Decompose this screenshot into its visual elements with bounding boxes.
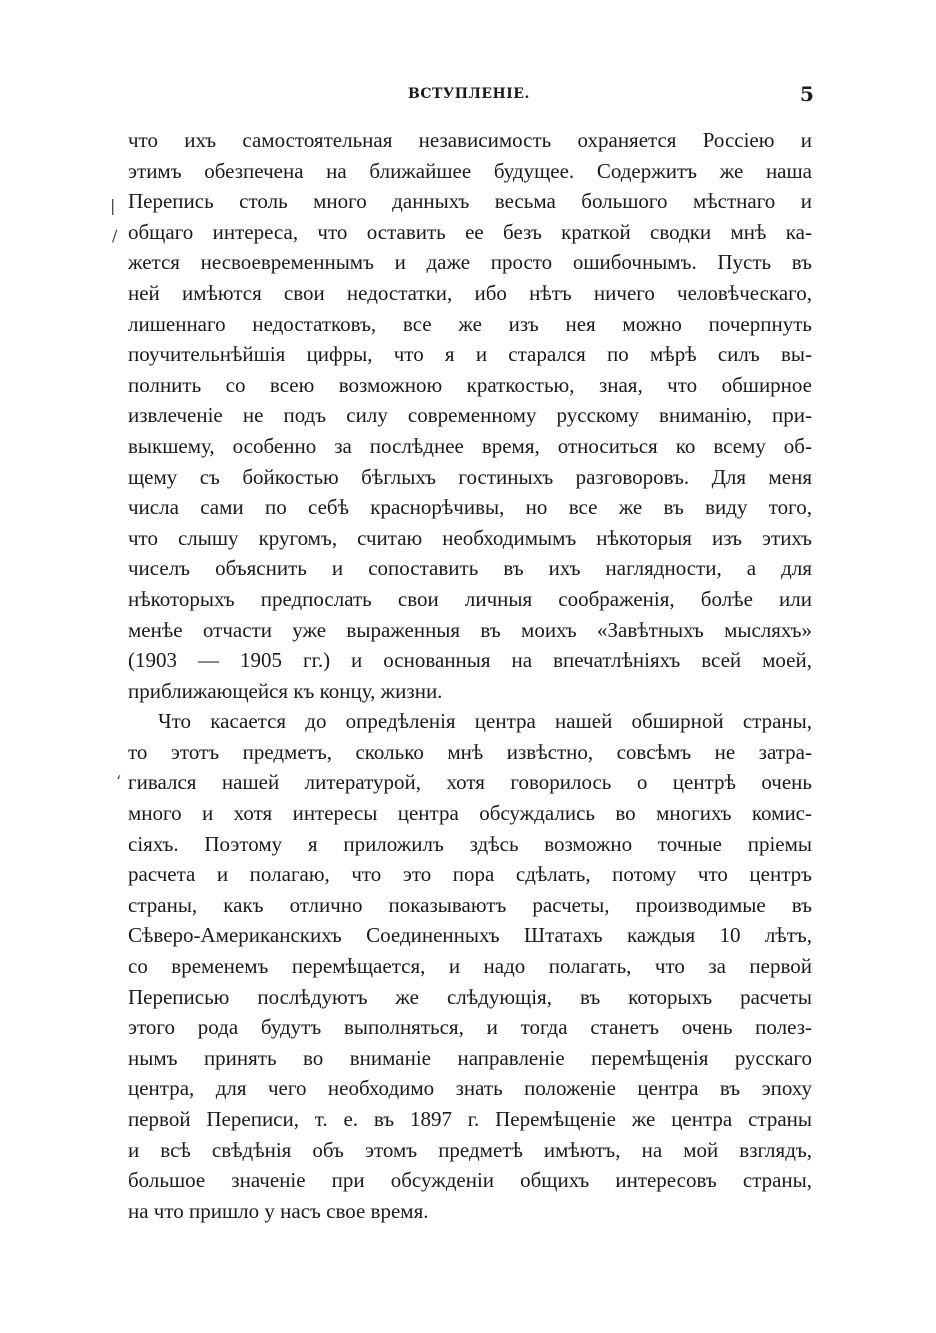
text-line: расчета и полагаю, что это пора сдѣлать, потому что центръ [128, 862, 812, 887]
text-line: то этотъ предметъ, сколько мнѣ извѣстно, совсѣмъ не затра- [128, 739, 812, 764]
text-line: Что касается до опредѣленія центра нашей обширной страны, [158, 709, 812, 734]
margin-mark: ‘ [116, 772, 122, 791]
text-line: менѣе отчасти уже выраженныя въ моихъ «Завѣтныхъ мысляхъ» [128, 617, 812, 642]
text-line: приближающейся къ концу, жизни. [128, 678, 443, 703]
text-line: общаго интереса, что оставить ее безъ краткой сводки мнѣ ка- [128, 219, 812, 244]
text-line: что слышу кругомъ, считаю необходимымъ нѣкоторыя изъ этихъ [128, 525, 812, 550]
text-line: этимъ обезпечена на ближайшее будущее. Содержитъ же наша [128, 158, 812, 183]
text-line: числа сами по себѣ краснорѣчивы, но все же въ виду того, [128, 495, 812, 520]
paragraph [128, 706, 812, 1226]
margin-mark: | [110, 196, 116, 215]
text-line: большое значеніе при обсужденіи общихъ интересовъ страны, [128, 1168, 812, 1193]
running-title: ВСТУПЛЕНІЕ. [408, 86, 530, 102]
text-line: Перепись столь много данныхъ весьма большого мѣстнаго и [128, 189, 812, 214]
text-line: выкшему, особенно за послѣднее время, относиться ко всему об- [128, 433, 812, 458]
page-number: 5 [800, 82, 814, 106]
text-line: чиселъ объяснить и сопоставить въ ихъ наглядности, а для [128, 556, 812, 581]
text-line: нѣкоторыхъ предпослать свои личныя соображенія, болѣе или [128, 586, 812, 611]
text-line: этого рода будутъ выполняться, и тогда станетъ очень полез- [128, 1015, 812, 1040]
text-line: ней имѣются свои недостатки, ибо нѣтъ ничего человѣческаго, [128, 280, 812, 305]
text-line: страны, какъ отлично показываютъ расчеты, производимые въ [128, 892, 812, 917]
text-line: поучительнѣйшія цифры, что я и старался по мѣрѣ силъ вы- [128, 342, 812, 367]
margin-mark: / [112, 226, 118, 245]
text-line: (1903 — 1905 гг.) и основанныя на впечатлѣніяхъ всей моей, [128, 648, 812, 673]
text-line: нымъ принять во вниманіе направленіе перемѣщенія русскаго [128, 1045, 812, 1070]
text-line: полнить со всею возможною краткостью, зная, что обширное [128, 372, 812, 397]
text-line: со временемъ перемѣщается, и надо полагать, что за первой [128, 954, 812, 979]
paragraph [128, 125, 812, 706]
text-line: лишеннаго недостатковъ, все же изъ нея можно почерпнуть [128, 311, 812, 336]
text-line: много и хотя интересы центра обсуждались во многихъ комис- [128, 801, 812, 826]
text-line: Переписью послѣдуютъ же слѣдующія, въ которыхъ расчеты [128, 984, 812, 1009]
text-line: жется несвоевременнымъ и даже просто ошибочнымъ. Пусть въ [128, 250, 812, 275]
text-line: гивался нашей литературой, хотя говорилось о центрѣ очень [128, 770, 812, 795]
text-line: что ихъ самостоятельная независимость охраняется Россіею и [128, 128, 812, 152]
text-line: первой Переписи, т. е. въ 1897 г. Перемѣщеніе же центра страны [128, 1107, 812, 1131]
text-line: центра, для чего необходимо знать положеніе центра въ эпоху [128, 1076, 812, 1101]
body-text [128, 125, 812, 1226]
text-line: и всѣ свѣдѣнія объ этомъ предметѣ имѣютъ, на мой взглядъ, [128, 1137, 812, 1162]
text-line: извлеченіе не подъ силу современному русскому вниманію, при- [128, 403, 812, 428]
text-line: сіяхъ. Поэтому я приложилъ здѣсь возможно точные пріемы [128, 831, 812, 856]
text-line: на что пришло у насъ свое время. [128, 1198, 429, 1223]
text-line: Сѣверо-Американскихъ Соединенныхъ Штатахъ каждыя 10 лѣтъ, [128, 923, 812, 948]
text-line: щему съ бойкостью бѣглыхъ гостиныхъ разговоровъ. Для меня [128, 464, 812, 489]
